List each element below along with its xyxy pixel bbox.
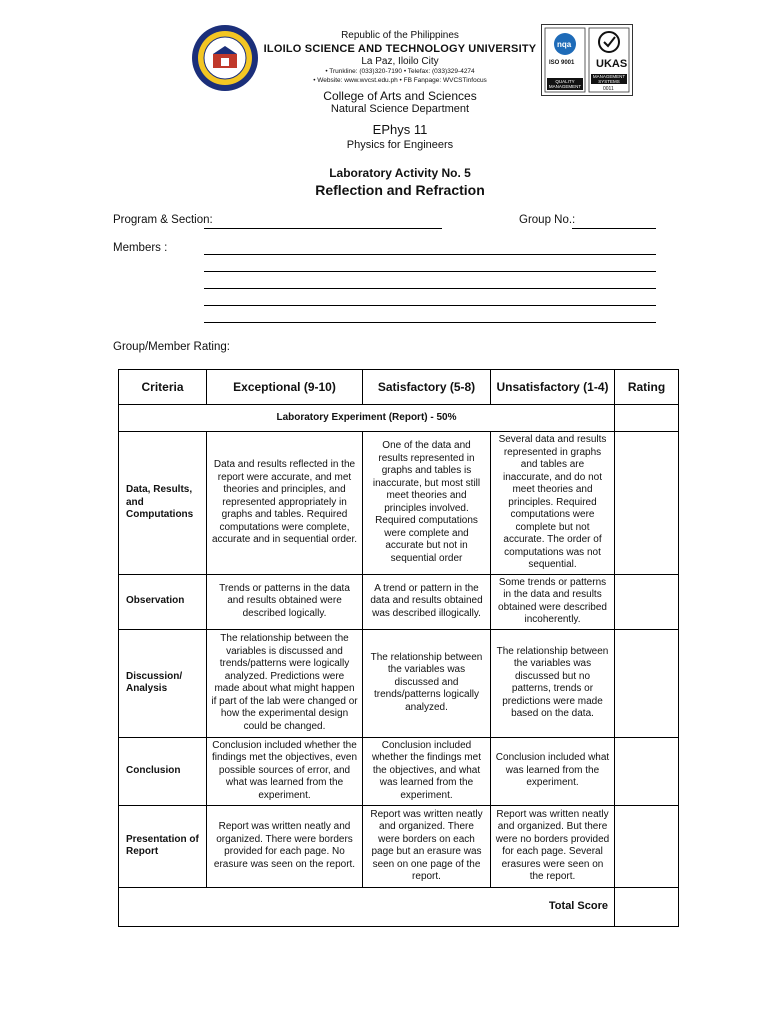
rating-cell[interactable] (615, 574, 679, 629)
university-seal-logo (191, 24, 259, 92)
table-row (119, 629, 679, 737)
satisfactory-cell: Conclusion included whether the findings met the objectives, and what was learned from the experiment. (363, 737, 491, 805)
college-name: College of Arts and Sciences (323, 89, 477, 103)
unsatisfactory-cell: Some trends or patterns in the data and results obtained were described incoherently. (491, 574, 615, 629)
iso-sub: QUALITY MANAGEMENT (548, 79, 582, 89)
nqa-text: nqa (557, 40, 572, 49)
iso-label: ISO 9001 (549, 60, 575, 66)
table-row (119, 432, 679, 575)
member-field-5[interactable] (204, 322, 656, 323)
header-criteria: Criteria (119, 370, 207, 405)
course-title: Physics for Engineers (346, 139, 454, 151)
section-title: Laboratory Experiment (Report) - 50% (119, 405, 615, 432)
department-name: Natural Science Department (330, 103, 470, 115)
exceptional-cell: Data and results reflected in the report were accurate, and met theories and principles, and represented appropriately in graphs and tables. Required computations were complete, accurate and in sequential order. (207, 432, 363, 575)
member-field-2[interactable] (204, 271, 656, 272)
activity-topic: Reflection and Refraction (315, 182, 485, 198)
criteria-cell: Observation (119, 574, 207, 629)
section-row (119, 405, 679, 432)
exceptional-cell: Trends or patterns in the data and results obtained were described logically. (207, 574, 363, 629)
group-no-field[interactable] (572, 228, 656, 229)
program-section-label: Program & Section: (113, 214, 213, 226)
rating-cell[interactable] (615, 805, 679, 887)
criteria-cell: Conclusion (119, 737, 207, 805)
table-row (119, 574, 679, 629)
university-name: ILOILO SCIENCE AND TECHNOLOGY UNIVERSITY (263, 43, 537, 55)
criteria-cell: Discussion/ Analysis (119, 629, 207, 737)
section-rating-cell[interactable] (615, 405, 679, 432)
rating-cell[interactable] (615, 432, 679, 575)
satisfactory-cell: A trend or pattern in the data and results obtained was described illogically. (363, 574, 491, 629)
header-satisfactory: Satisfactory (5-8) (363, 370, 491, 405)
unsatisfactory-cell: Report was written neatly and organized. But there were no borders provided for each page. Several erasures were seen on the report. (491, 805, 615, 887)
unsatisfactory-cell: Conclusion included what was learned from the experiment. (491, 737, 615, 805)
member-field-3[interactable] (204, 288, 656, 289)
exceptional-cell: Conclusion included whether the findings met the objectives, even possible sources of error, and what was learned from the experiment. (207, 737, 363, 805)
ukas-text: UKAS (596, 58, 628, 70)
republic-text: Republic of the Philippines (341, 30, 459, 41)
rating-cell[interactable] (615, 629, 679, 737)
criteria-cell: Data, Results, and Computations (119, 432, 207, 575)
program-section-field[interactable] (204, 228, 442, 229)
header-unsatisfactory: Unsatisfactory (1-4) (491, 370, 615, 405)
web-info: • Website: www.wvcst.edu.ph • FB Fanpage: WVCSTinfocus (313, 77, 487, 84)
course-code: EPhys 11 (372, 122, 428, 137)
total-score-cell[interactable] (615, 887, 679, 926)
university-address: La Paz, Iloilo City (361, 56, 439, 67)
group-member-rating-label: Group/Member Rating: (113, 341, 230, 353)
total-score-label: Total Score (119, 887, 615, 926)
members-label: Members : (113, 242, 168, 254)
satisfactory-cell: Report was written neatly and organized. There were borders on each page but an erasure was seen on one page of the report. (363, 805, 491, 887)
group-no-label: Group No.: (519, 214, 576, 226)
satisfactory-cell: The relationship between the variables was discussed and trends/patterns logically analyzed. (363, 629, 491, 737)
satisfactory-cell: One of the data and results represented in graphs and tables is inaccurate, but most still meet theories and principles involved. Required computations were complete and accurate but not in sequential order (363, 432, 491, 575)
member-field-1[interactable] (204, 254, 656, 255)
table-row (119, 805, 679, 887)
header-exceptional: Exceptional (9-10) (207, 370, 363, 405)
contact-info: • Trunkline: (033)320-7190 • Telefax: (033)329-4274 (325, 68, 475, 75)
criteria-cell: Presentation of Report (119, 805, 207, 887)
activity-title: Laboratory Activity No. 5 (329, 166, 471, 180)
unsatisfactory-cell: The relationship between the variables was discussed but no patterns, trends or predictions were made based on the data. (491, 629, 615, 737)
rating-cell[interactable] (615, 737, 679, 805)
unsatisfactory-cell: Several data and results represented in graphs and tables are inaccurate, and do not meet theories and principles. Required computations were complete but not accurate. The order of computations was not sequential. (491, 432, 615, 575)
header-rating: Rating (615, 370, 679, 405)
table-row (119, 737, 679, 805)
ukas-num: 0011 (603, 86, 614, 92)
exceptional-cell: Report was written neatly and organized. There were borders provided for each page. No erasure was seen on the report. (207, 805, 363, 887)
rubric-table (118, 369, 679, 927)
exceptional-cell: The relationship between the variables is discussed and trends/patterns were logically analyzed. Predictions were made about what might happen if part of the lab were changed or how the experimental design could be changed. (207, 629, 363, 737)
member-field-4[interactable] (204, 305, 656, 306)
rubric-header-row (119, 370, 679, 405)
total-row (119, 887, 679, 926)
ukas-sub: MANAGEMENT SYSTEMS (592, 74, 626, 84)
iso-ukas-certification-logo (541, 24, 633, 96)
